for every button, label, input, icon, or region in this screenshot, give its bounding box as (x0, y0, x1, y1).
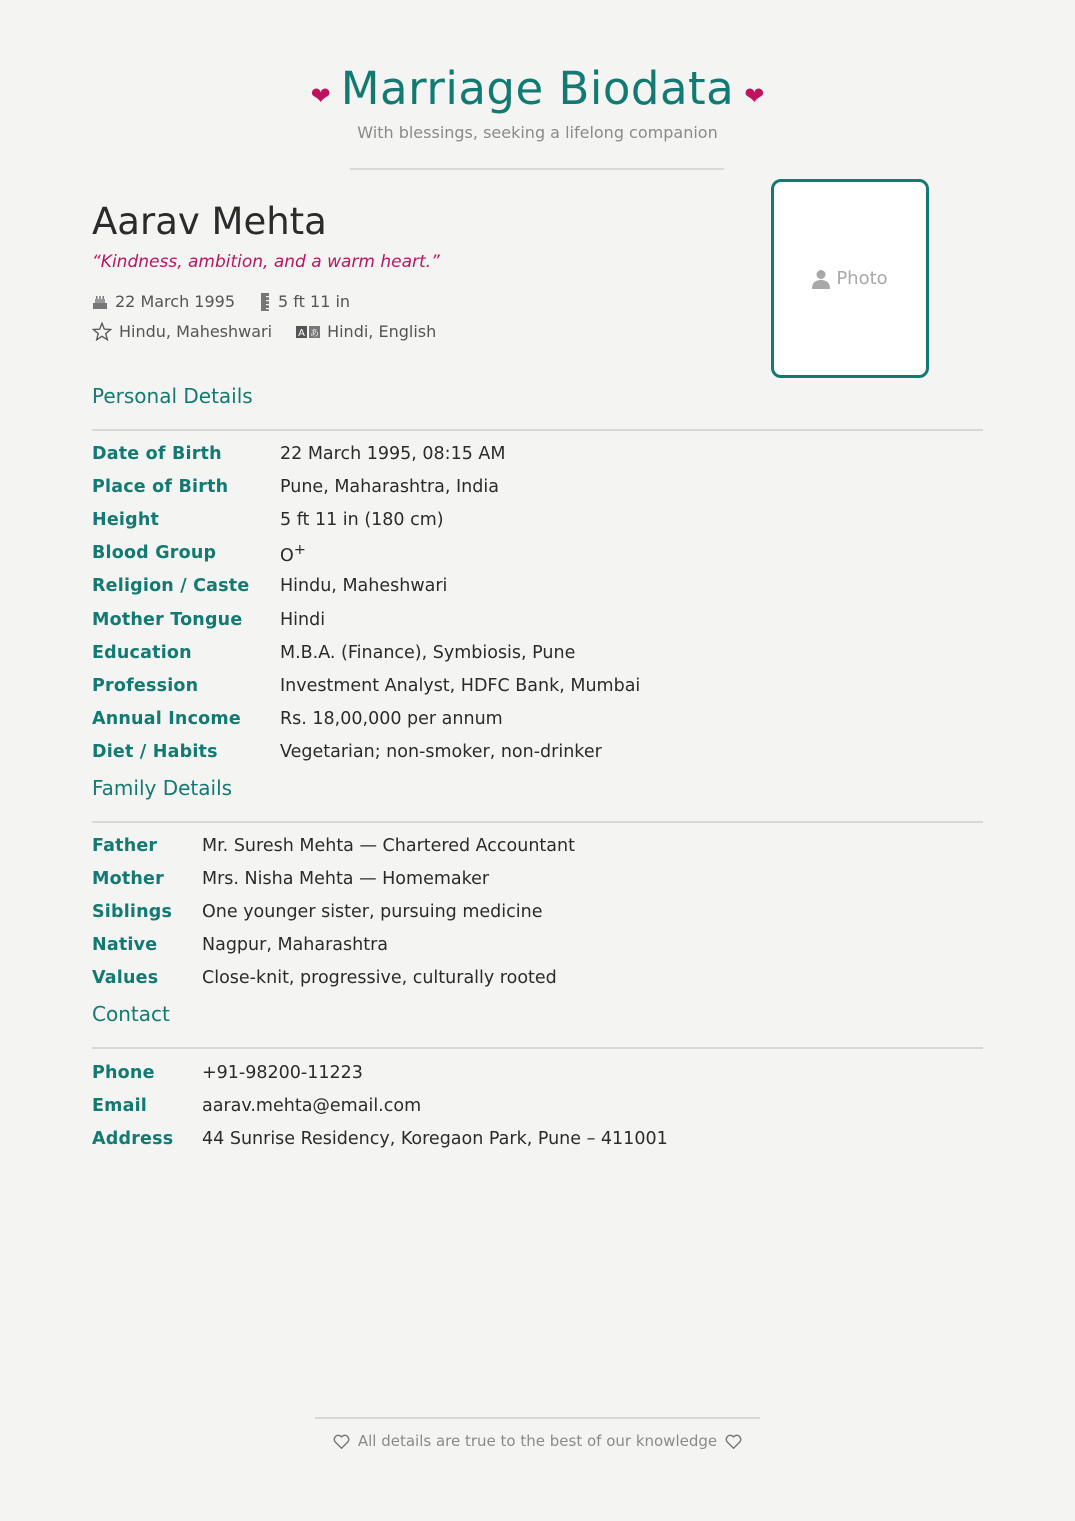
personal-details-heading: Personal Details (92, 384, 253, 408)
detail-label: Mother (92, 868, 164, 889)
personal-details-list (92, 437, 640, 769)
detail-label: Siblings (92, 901, 173, 922)
contact-list (92, 1056, 668, 1156)
heart-icon: ❤ (744, 81, 765, 110)
email-value[interactable]: aarav.mehta@email.com (202, 1095, 422, 1116)
detail-row (92, 669, 640, 702)
family-details-divider (92, 821, 983, 823)
svg-text:あ: あ (310, 328, 320, 338)
detail-row (92, 895, 575, 928)
user-silhouette-icon (812, 269, 830, 289)
language-meta-text: Hindi, English (327, 322, 437, 341)
detail-value: M.B.A. (Finance), Symbiosis, Pune (280, 642, 576, 663)
blood-group-value: O (280, 545, 294, 566)
detail-row (92, 929, 575, 962)
heart-icon: ❤ (310, 81, 331, 110)
heart-outline-icon (725, 1434, 742, 1449)
detail-row (92, 437, 640, 470)
ruler-icon (259, 293, 271, 311)
detail-label: Education (92, 642, 192, 663)
detail-value: Mrs. Nisha Mehta — Homemaker (202, 868, 490, 889)
detail-value: Investment Analyst, HDFC Bank, Mumbai (280, 675, 641, 696)
detail-label: Mother Tongue (92, 609, 243, 630)
detail-label: Profession (92, 675, 199, 696)
detail-label: Place of Birth (92, 476, 229, 497)
star-outline-icon (92, 322, 112, 341)
title-row (0, 62, 1075, 115)
blood-group-sign: + (293, 540, 306, 558)
dob-meta-text: 22 March 1995 (115, 292, 236, 311)
detail-row (92, 736, 640, 769)
detail-label: Religion / Caste (92, 576, 250, 597)
detail-label: Height (92, 509, 160, 530)
language-icon (296, 326, 320, 338)
svg-text:A: A (298, 327, 305, 338)
height-meta (259, 292, 350, 311)
detail-label: Diet / Habits (92, 742, 218, 763)
family-details-heading: Family Details (92, 776, 233, 800)
header (0, 62, 1075, 142)
profile-meta-row-2 (92, 322, 460, 341)
detail-label: Values (92, 968, 159, 989)
detail-row (92, 537, 640, 570)
detail-label: Annual Income (92, 709, 241, 730)
page-subtitle: With blessings, seeking a lifelong companion (357, 123, 718, 142)
personal-details-divider (92, 429, 983, 431)
photo-placeholder[interactable] (771, 179, 929, 378)
detail-row (92, 470, 640, 503)
detail-label: Native (92, 935, 158, 956)
detail-value: Hindu, Maheshwari (280, 576, 448, 597)
contact-label: Email (92, 1095, 147, 1116)
heart-outline-icon (333, 1434, 350, 1449)
detail-row (92, 829, 575, 862)
contact-row (92, 1089, 668, 1122)
detail-value (280, 541, 306, 566)
contact-row (92, 1056, 668, 1089)
detail-value: Vegetarian; non-smoker, non-drinker (280, 742, 602, 763)
detail-value: Mr. Suresh Mehta — Chartered Accountant (202, 835, 575, 856)
footer-text: All details are true to the best of our knowledge (357, 1432, 718, 1450)
height-meta-text: 5 ft 11 in (278, 292, 351, 311)
contact-label: Address (92, 1128, 174, 1149)
detail-row (92, 503, 640, 536)
detail-value: 22 March 1995, 08:15 AM (280, 443, 506, 464)
detail-row (92, 862, 575, 895)
profile-name: Aarav Mehta (92, 200, 327, 243)
detail-value: Rs. 18,00,000 per annum (280, 709, 503, 730)
photo-label: Photo (836, 268, 888, 289)
detail-value: Nagpur, Maharashtra (202, 935, 388, 956)
contact-label: Phone (92, 1062, 155, 1083)
detail-value: One younger sister, pursuing medicine (202, 901, 543, 922)
phone-value[interactable]: +91-98200-11223 (202, 1062, 363, 1083)
detail-value: 5 ft 11 in (180 cm) (280, 509, 444, 530)
detail-row (92, 636, 640, 669)
address-value: 44 Sunrise Residency, Koregaon Park, Pune – 411001 (202, 1128, 668, 1149)
detail-row (92, 570, 640, 603)
contact-divider (92, 1047, 983, 1049)
header-divider (350, 168, 724, 170)
detail-value: Close-knit, progressive, culturally rooted (202, 968, 557, 989)
birthday-cake-icon (92, 294, 108, 310)
detail-row (92, 703, 640, 736)
contact-heading: Contact (92, 1002, 170, 1026)
detail-row (92, 962, 575, 995)
profile-meta-row-1 (92, 292, 374, 311)
dob-meta (92, 292, 235, 311)
page-title: Marriage Biodata (340, 62, 735, 115)
detail-label: Father (92, 835, 158, 856)
contact-row (92, 1122, 668, 1155)
religion-meta-text: Hindu, Maheshwari (119, 322, 273, 341)
family-details-list (92, 829, 575, 995)
religion-meta (92, 322, 272, 341)
footer-divider (315, 1417, 760, 1419)
language-meta (296, 322, 436, 341)
detail-row (92, 603, 640, 636)
detail-label: Date of Birth (92, 443, 222, 464)
footer (0, 1432, 1075, 1450)
detail-label: Blood Group (92, 543, 217, 564)
detail-value: Pune, Maharashtra, India (280, 476, 499, 497)
detail-value: Hindi (280, 609, 326, 630)
profile-quote: “Kindness, ambition, and a warm heart.” (92, 252, 440, 272)
